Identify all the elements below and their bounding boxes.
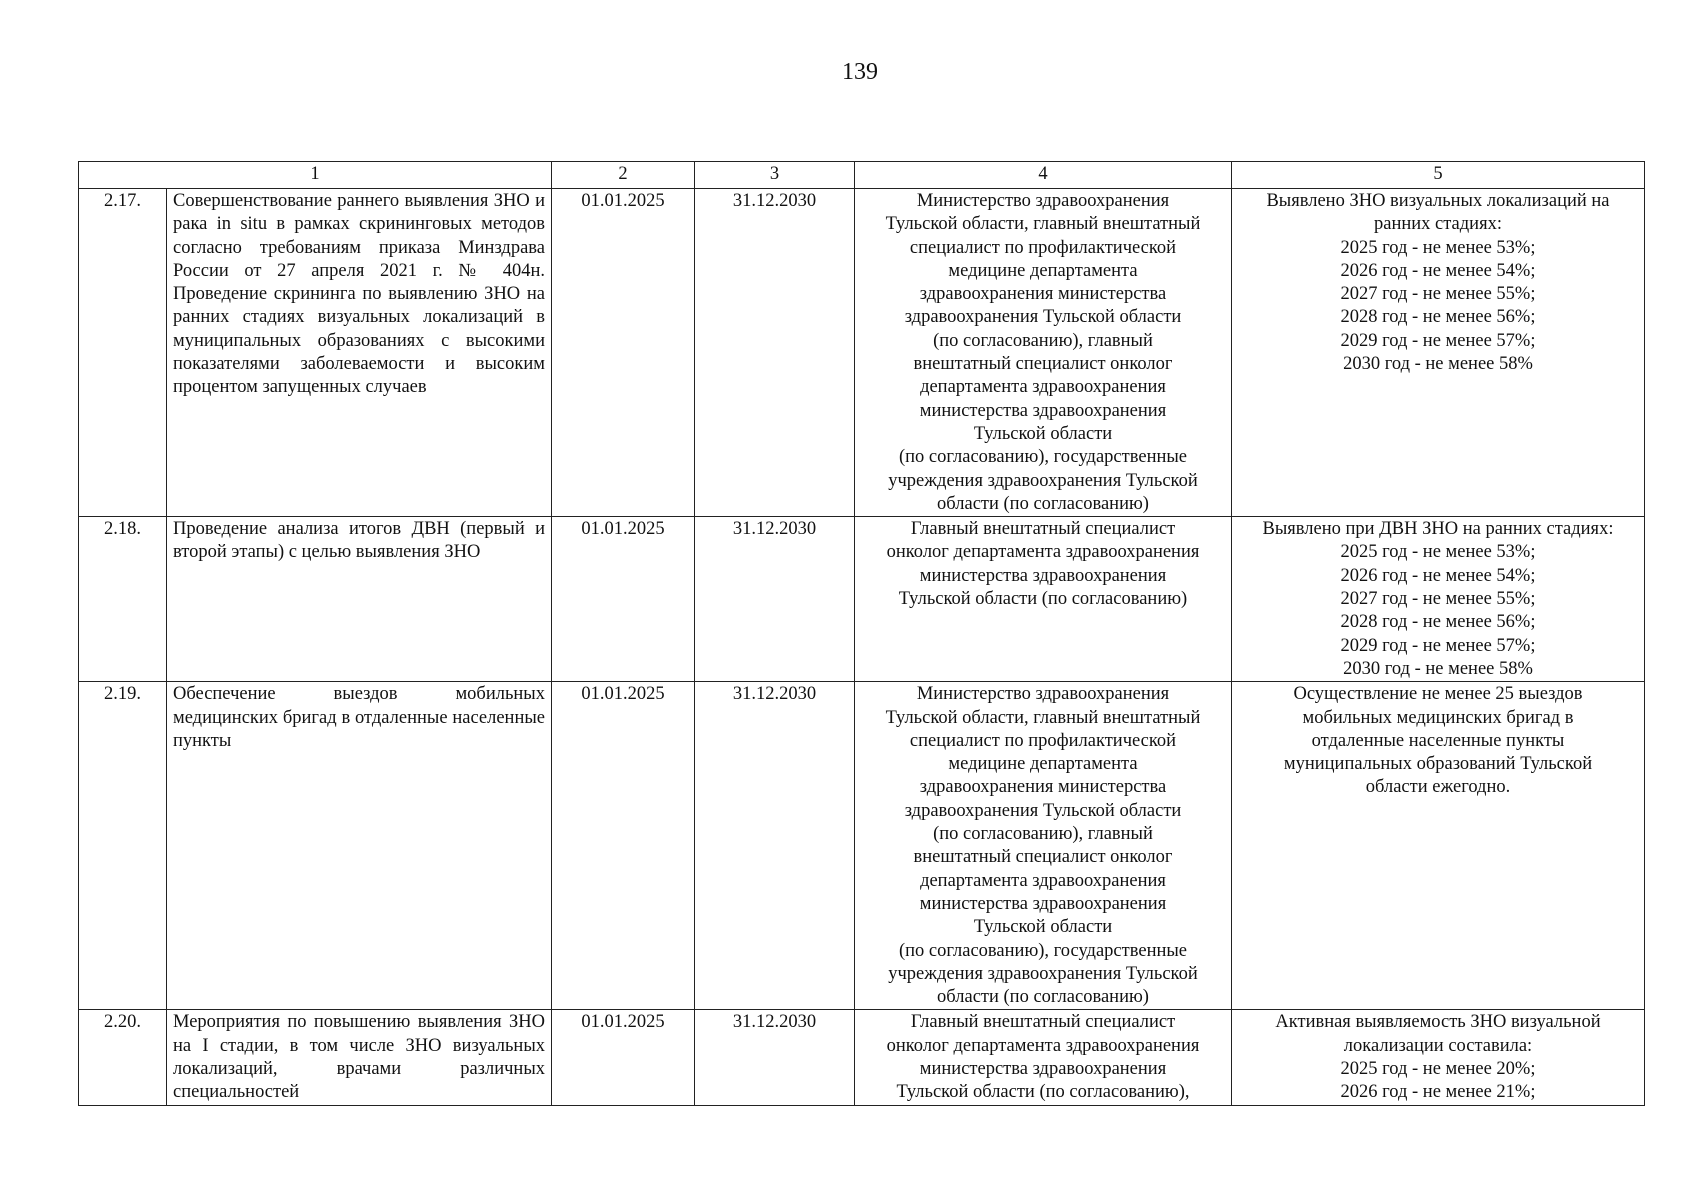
item-description: Обеспечение выездов мобильных медицинских бригад в отдаленные населенные пункты	[167, 682, 552, 1010]
column-header-1: 1	[79, 162, 552, 189]
responsible-line: департамента здравоохранения	[920, 377, 1166, 398]
responsible-line: Тульской области	[973, 423, 1113, 444]
responsible-line: Главный внештатный специалист	[910, 519, 1176, 540]
item-description: Мероприятия по повышению выявления ЗНО на I стадии, в том числе ЗНО визуальных локализаций, врачами различных специальностей	[167, 1010, 552, 1106]
result-line: Осуществление не менее 25 выездов	[1293, 684, 1583, 705]
column-header-2: 2	[552, 162, 695, 189]
responsible-line: здравоохранения Тульской области	[904, 800, 1182, 821]
measures-table	[78, 161, 1645, 1106]
result-line: 2028 год - не менее 56%;	[1340, 307, 1536, 328]
responsible-line: (по согласованию), государственные	[898, 447, 1188, 468]
responsible-line: департамента здравоохранения	[920, 870, 1166, 891]
responsible-line: министерства здравоохранения	[919, 565, 1167, 586]
result-line: мобильных медицинских бригад в	[1302, 707, 1574, 728]
result-line: 2025 год - не менее 53%;	[1340, 542, 1536, 563]
table-row	[79, 682, 1645, 1010]
responsible-line: внештатный специалист онколог	[913, 354, 1173, 375]
responsible-line: специалист по профилактической	[909, 730, 1177, 751]
responsible-line: Министерство здравоохранения	[916, 191, 1170, 211]
start-date: 01.01.2025	[552, 189, 695, 517]
responsible-line: Тульской области, главный внештатный	[885, 707, 1201, 728]
result-line: области ежегодно.	[1365, 777, 1511, 798]
result-line: 2026 год - не менее 21%;	[1340, 1082, 1536, 1103]
responsible-cell	[855, 189, 1232, 517]
responsible-cell	[855, 1010, 1232, 1106]
responsible-line: онколог департамента здравоохранения	[886, 1035, 1200, 1056]
responsible-line: Тульской области, главный внештатный	[885, 214, 1201, 235]
column-header-5: 5	[1232, 162, 1645, 189]
end-date: 31.12.2030	[695, 682, 855, 1010]
responsible-cell	[855, 517, 1232, 682]
result-line: 2025 год - не менее 53%;	[1340, 237, 1536, 258]
responsible-line: (по согласованию), государственные	[898, 940, 1188, 961]
result-line: ранних стадиях:	[1374, 214, 1502, 235]
table-row	[79, 1010, 1645, 1106]
result-line: 2030 год - не менее 58%	[1343, 354, 1533, 375]
result-line: Выявлено при ДВН ЗНО на ранних стадиях:	[1262, 519, 1614, 540]
result-line: отдаленные населенные пункты	[1311, 730, 1565, 751]
responsible-line: Тульской области (по согласованию),	[896, 1082, 1190, 1103]
result-line: 2028 год - не менее 56%;	[1340, 612, 1536, 633]
responsible-line: учреждения здравоохранения Тульской	[888, 963, 1198, 984]
result-cell	[1232, 517, 1645, 682]
result-line: 2029 год - не менее 57%;	[1340, 635, 1536, 656]
responsible-line: специалист по профилактической	[909, 237, 1177, 258]
responsible-line: министерства здравоохранения	[919, 1058, 1167, 1079]
column-number-header-row	[79, 162, 1645, 189]
item-number: 2.17.	[79, 189, 167, 517]
result-line: муниципальных образований Тульской	[1283, 754, 1593, 775]
responsible-line: области (по согласованию)	[937, 493, 1149, 514]
responsible-line: онколог департамента здравоохранения	[886, 542, 1200, 563]
column-header-3: 3	[695, 162, 855, 189]
start-date: 01.01.2025	[552, 1010, 695, 1106]
end-date: 31.12.2030	[695, 517, 855, 682]
end-date: 31.12.2030	[695, 189, 855, 517]
item-number: 2.19.	[79, 682, 167, 1010]
item-number: 2.18.	[79, 517, 167, 682]
start-date: 01.01.2025	[552, 682, 695, 1010]
responsible-line: медицине департамента	[948, 754, 1138, 775]
responsible-line: здравоохранения министерства	[919, 284, 1167, 305]
responsible-line: Министерство здравоохранения	[916, 684, 1170, 705]
responsible-line: Тульской области (по согласованию)	[898, 589, 1188, 610]
responsible-line: министерства здравоохранения	[919, 893, 1167, 914]
result-cell	[1232, 682, 1645, 1010]
column-header-4: 4	[855, 162, 1232, 189]
page-number: 139	[842, 59, 878, 85]
responsible-line: здравоохранения министерства	[919, 777, 1167, 798]
responsible-line: внештатный специалист онколог	[913, 847, 1173, 868]
item-number: 2.20.	[79, 1010, 167, 1106]
result-line: Выявлено ЗНО визуальных локализаций на	[1266, 191, 1610, 211]
end-date: 31.12.2030	[695, 1010, 855, 1106]
result-line: 2026 год - не менее 54%;	[1340, 565, 1536, 586]
item-description: Совершенствование раннего выявления ЗНО и рака in situ в рамках скрининговых методов согласно требованиям приказа Минздрава России от 27 апреля 2021 г. № 404н. Проведение скрининга по выявлению ЗНО на ранних стадиях визуальных локализаций в муниципальных образованиях с высокими показателями заболеваемости и высоким процентом запущенных случаев	[167, 189, 552, 517]
responsible-line: (по согласованию), главный	[933, 824, 1153, 845]
result-line: локализации составила:	[1343, 1035, 1533, 1056]
result-cell	[1232, 1010, 1645, 1106]
item-description: Проведение анализа итогов ДВН (первый и второй этапы) с целью выявления ЗНО	[167, 517, 552, 682]
result-line: Активная выявляемость ЗНО визуальной	[1275, 1012, 1601, 1033]
result-line: 2025 год - не менее 20%;	[1340, 1058, 1536, 1079]
result-line: 2026 год - не менее 54%;	[1340, 260, 1536, 281]
responsible-line: области (по согласованию)	[937, 987, 1149, 1008]
result-cell	[1232, 189, 1645, 517]
responsible-line: (по согласованию), главный	[933, 330, 1153, 351]
table-row	[79, 189, 1645, 517]
responsible-cell	[855, 682, 1232, 1010]
result-line: 2027 год - не менее 55%;	[1340, 589, 1536, 610]
responsible-line: медицине департамента	[948, 260, 1138, 281]
responsible-line: здравоохранения Тульской области	[904, 307, 1182, 328]
start-date: 01.01.2025	[552, 517, 695, 682]
result-line: 2027 год - не менее 55%;	[1340, 284, 1536, 305]
responsible-line: Главный внештатный специалист	[910, 1012, 1176, 1033]
result-line: 2029 год - не менее 57%;	[1340, 330, 1536, 351]
result-line: 2030 год - не менее 58%	[1343, 658, 1533, 679]
responsible-line: министерства здравоохранения	[919, 400, 1167, 421]
responsible-line: Тульской области	[973, 917, 1113, 938]
responsible-line: учреждения здравоохранения Тульской	[888, 470, 1198, 491]
table-row	[79, 517, 1645, 682]
